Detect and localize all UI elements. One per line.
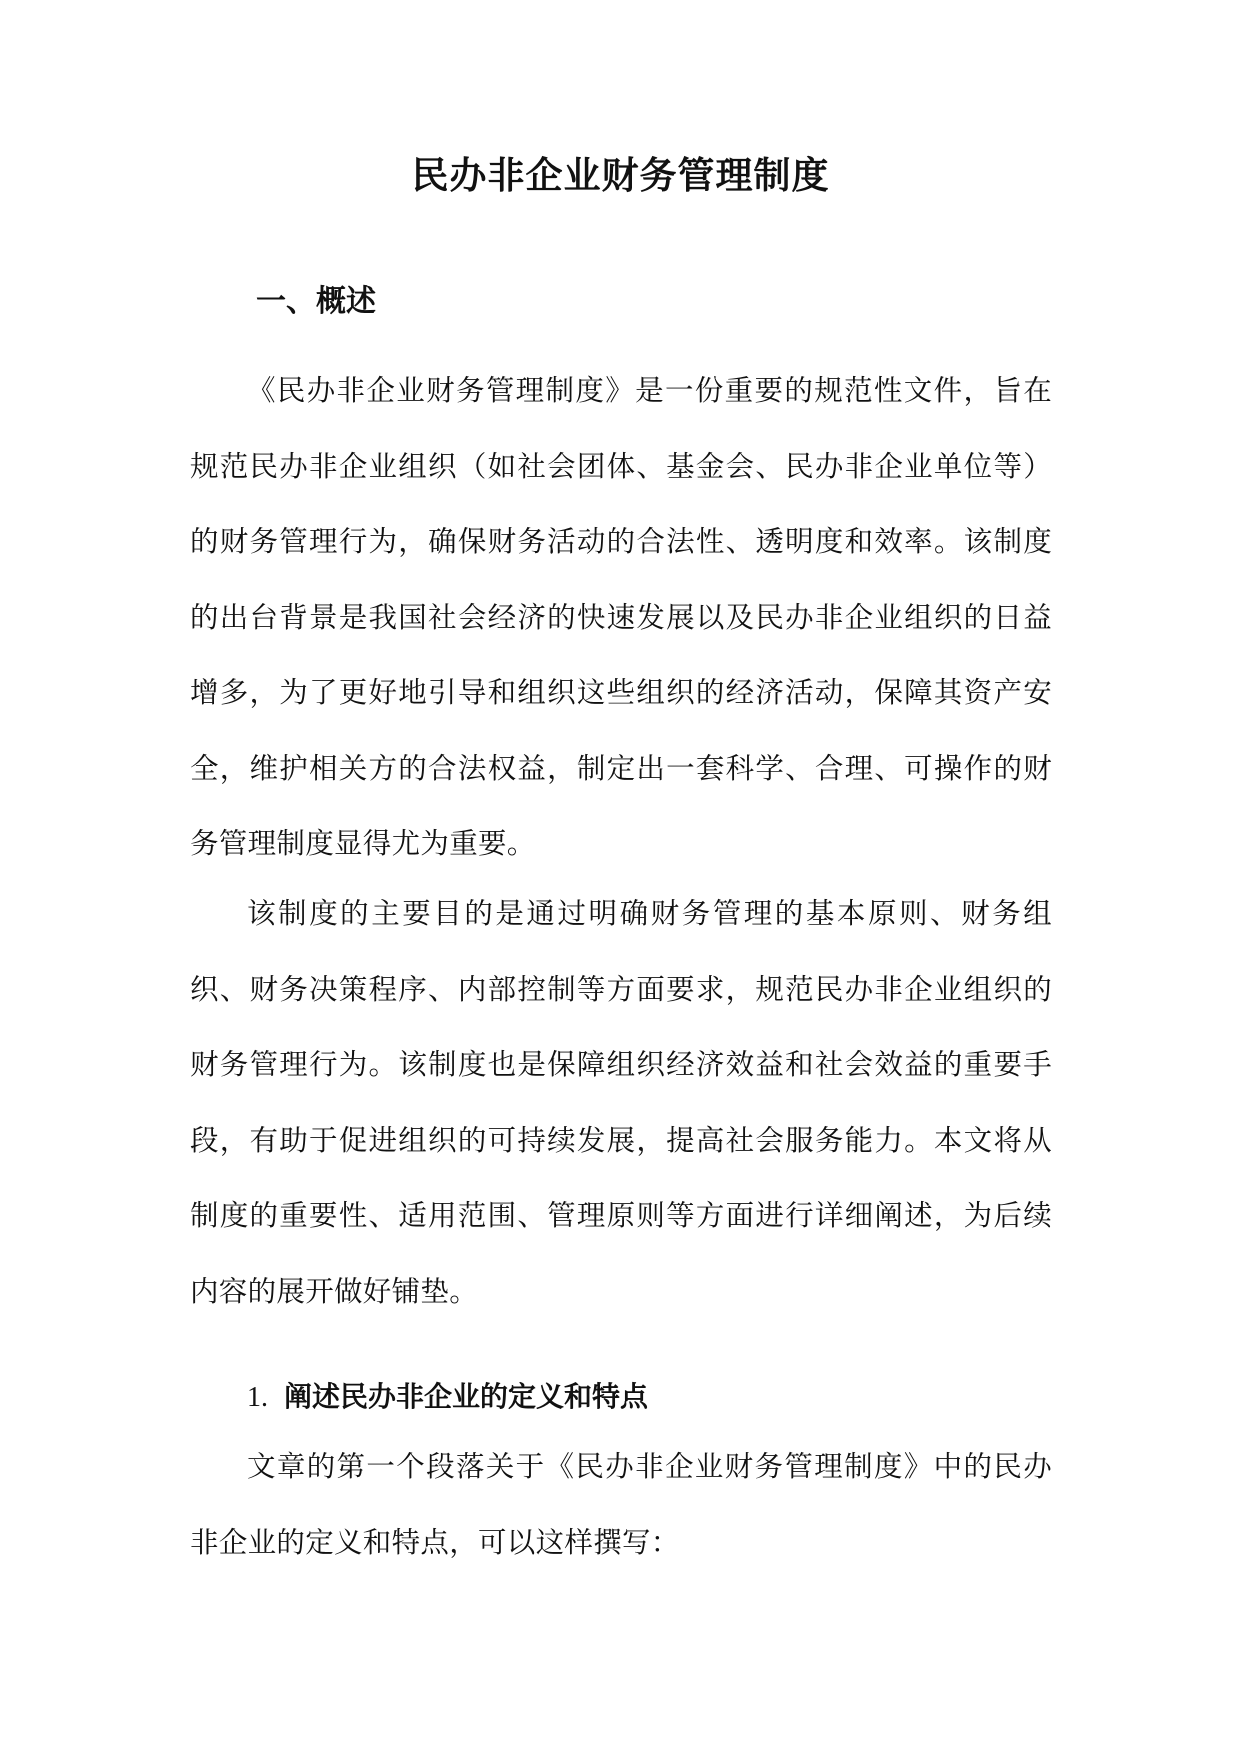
paragraph-definition-1: 文章的第一个段落关于《民办非企业财务管理制度》中的民办非企业的定义和特点，可以这样撰写： [190,1450,1052,1559]
subsection-title: 阐述民办非企业的定义和特点 [284,1380,649,1413]
paragraph-overview-2: 该制度的主要目的是通过明确财务管理的基本原则、财务组织、财务决策程序、内部控制等方面要求，规范民办非企业组织的财务管理行为。该制度也是保障组织经济效益和社会效益的重要手段，有助于促进组织的可持续发展，提高社会服务能力。本文将从制度的重要性、适用范围、管理原则等方面进行详细阐述，为后续内容的展开做好铺垫。 [190,897,1052,1308]
section-heading-overview: 一、概述 [256,284,376,319]
subsection-heading-definition [247,1375,648,1420]
subsection-number: 1. [247,1382,268,1413]
document-title: 民办非企业财务管理制度 [411,154,830,197]
paragraph-overview-1: 《民办非企业财务管理制度》是一份重要的规范性文件，旨在规范民办非企业组织（如社会团体、基金会、民办非企业单位等）的财务管理行为，确保财务活动的合法性、透明度和效率。该制度的出台背景是我国社会经济的快速发展以及民办非企业组织的日益增多，为了更好地引导和组织这些组织的经济活动，保障其资产安全，维护相关方的合法权益，制定出一套科学、合理、可操作的财务管理制度显得尤为重要。 [190,374,1052,860]
